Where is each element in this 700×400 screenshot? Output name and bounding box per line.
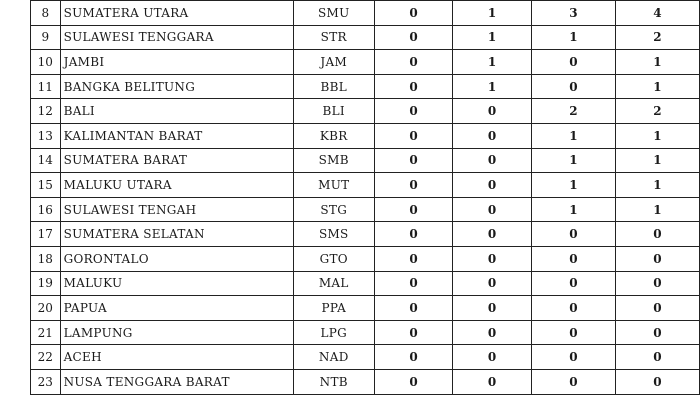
total-count-cell: 2 [615, 25, 699, 50]
bronze-count-cell: 0 [531, 345, 615, 370]
silver-count-cell: 1 [453, 1, 532, 26]
bronze-count-cell: 3 [531, 1, 615, 26]
rank-cell: 22 [31, 345, 61, 370]
province-code-cell: JAM [293, 50, 374, 75]
bronze-count-cell: 1 [531, 25, 615, 50]
bronze-count-cell: 0 [531, 271, 615, 296]
total-count-cell: 2 [615, 99, 699, 124]
total-count-cell: 0 [615, 246, 699, 271]
gold-count-cell: 0 [374, 148, 453, 173]
rank-cell: 12 [31, 99, 61, 124]
province-name-cell: BALI [60, 99, 293, 124]
gold-count-cell: 0 [374, 50, 453, 75]
bronze-count-cell: 0 [531, 296, 615, 321]
rank-cell: 11 [31, 74, 61, 99]
bronze-count-cell: 1 [531, 173, 615, 198]
total-count-cell: 1 [615, 148, 699, 173]
province-code-cell: NTB [293, 369, 374, 394]
gold-count-cell: 0 [374, 197, 453, 222]
rank-cell: 8 [31, 1, 61, 26]
province-name-cell: GORONTALO [60, 246, 293, 271]
province-name-cell: BANGKA BELITUNG [60, 74, 293, 99]
bronze-count-cell: 0 [531, 369, 615, 394]
rank-cell: 15 [31, 173, 61, 198]
silver-count-cell: 0 [453, 345, 532, 370]
province-name-cell: ACEH [60, 345, 293, 370]
table-row [31, 50, 700, 75]
silver-count-cell: 0 [453, 123, 532, 148]
silver-count-cell: 0 [453, 99, 532, 124]
bronze-count-cell: 1 [531, 197, 615, 222]
province-name-cell: PAPUA [60, 296, 293, 321]
bronze-count-cell: 0 [531, 320, 615, 345]
table-row [31, 271, 700, 296]
table-row [31, 320, 700, 345]
province-name-cell: SUMATERA BARAT [60, 148, 293, 173]
province-code-cell: STR [293, 25, 374, 50]
province-name-cell: MALUKU UTARA [60, 173, 293, 198]
total-count-cell: 0 [615, 369, 699, 394]
province-code-cell: BLI [293, 99, 374, 124]
table-row [31, 197, 700, 222]
rank-cell: 16 [31, 197, 61, 222]
province-code-cell: MUT [293, 173, 374, 198]
silver-count-cell: 1 [453, 50, 532, 75]
total-count-cell: 1 [615, 74, 699, 99]
gold-count-cell: 0 [374, 25, 453, 50]
total-count-cell: 1 [615, 50, 699, 75]
silver-count-cell: 0 [453, 271, 532, 296]
province-code-cell: GTO [293, 246, 374, 271]
silver-count-cell: 0 [453, 173, 532, 198]
gold-count-cell: 0 [374, 296, 453, 321]
bronze-count-cell: 1 [531, 123, 615, 148]
province-name-cell: LAMPUNG [60, 320, 293, 345]
bronze-count-cell: 0 [531, 222, 615, 247]
gold-count-cell: 0 [374, 99, 453, 124]
total-count-cell: 0 [615, 271, 699, 296]
gold-count-cell: 0 [374, 320, 453, 345]
province-code-cell: KBR [293, 123, 374, 148]
province-code-cell: SMU [293, 1, 374, 26]
total-count-cell: 1 [615, 123, 699, 148]
province-name-cell: SUMATERA SELATAN [60, 222, 293, 247]
table-row [31, 74, 700, 99]
province-code-cell: MAL [293, 271, 374, 296]
table-row [31, 1, 700, 26]
province-code-cell: BBL [293, 74, 374, 99]
rank-cell: 23 [31, 369, 61, 394]
table-row [31, 222, 700, 247]
province-name-cell: KALIMANTAN BARAT [60, 123, 293, 148]
province-code-cell: NAD [293, 345, 374, 370]
silver-count-cell: 1 [453, 25, 532, 50]
province-name-cell: SULAWESI TENGGARA [60, 25, 293, 50]
bronze-count-cell: 0 [531, 246, 615, 271]
bronze-count-cell: 0 [531, 50, 615, 75]
silver-count-cell: 0 [453, 148, 532, 173]
total-count-cell: 0 [615, 222, 699, 247]
gold-count-cell: 0 [374, 345, 453, 370]
table-row [31, 99, 700, 124]
rank-cell: 13 [31, 123, 61, 148]
total-count-cell: 1 [615, 197, 699, 222]
gold-count-cell: 0 [374, 369, 453, 394]
province-code-cell: STG [293, 197, 374, 222]
silver-count-cell: 0 [453, 369, 532, 394]
province-name-cell: SULAWESI TENGAH [60, 197, 293, 222]
gold-count-cell: 0 [374, 173, 453, 198]
rank-cell: 17 [31, 222, 61, 247]
table-body [31, 1, 700, 395]
gold-count-cell: 0 [374, 74, 453, 99]
province-code-cell: SMS [293, 222, 374, 247]
gold-count-cell: 0 [374, 123, 453, 148]
province-name-cell: JAMBI [60, 50, 293, 75]
province-code-cell: PPA [293, 296, 374, 321]
province-name-cell: MALUKU [60, 271, 293, 296]
table-row [31, 148, 700, 173]
rank-cell: 9 [31, 25, 61, 50]
medal-standings-table [30, 0, 700, 395]
rank-cell: 19 [31, 271, 61, 296]
gold-count-cell: 0 [374, 271, 453, 296]
rank-cell: 21 [31, 320, 61, 345]
table-row [31, 246, 700, 271]
silver-count-cell: 0 [453, 222, 532, 247]
rank-cell: 14 [31, 148, 61, 173]
rank-cell: 10 [31, 50, 61, 75]
total-count-cell: 1 [615, 173, 699, 198]
total-count-cell: 0 [615, 320, 699, 345]
province-name-cell: SUMATERA UTARA [60, 1, 293, 26]
province-code-cell: SMB [293, 148, 374, 173]
silver-count-cell: 0 [453, 320, 532, 345]
total-count-cell: 0 [615, 296, 699, 321]
bronze-count-cell: 0 [531, 74, 615, 99]
table-row [31, 25, 700, 50]
table-row [31, 296, 700, 321]
bronze-count-cell: 1 [531, 148, 615, 173]
rank-cell: 18 [31, 246, 61, 271]
silver-count-cell: 0 [453, 296, 532, 321]
bronze-count-cell: 2 [531, 99, 615, 124]
table-row [31, 173, 700, 198]
gold-count-cell: 0 [374, 1, 453, 26]
gold-count-cell: 0 [374, 246, 453, 271]
total-count-cell: 0 [615, 345, 699, 370]
province-name-cell: NUSA TENGGARA BARAT [60, 369, 293, 394]
silver-count-cell: 1 [453, 74, 532, 99]
province-code-cell: LPG [293, 320, 374, 345]
table-row [31, 123, 700, 148]
silver-count-cell: 0 [453, 246, 532, 271]
table-row [31, 345, 700, 370]
silver-count-cell: 0 [453, 197, 532, 222]
total-count-cell: 4 [615, 1, 699, 26]
table-row [31, 369, 700, 394]
rank-cell: 20 [31, 296, 61, 321]
gold-count-cell: 0 [374, 222, 453, 247]
